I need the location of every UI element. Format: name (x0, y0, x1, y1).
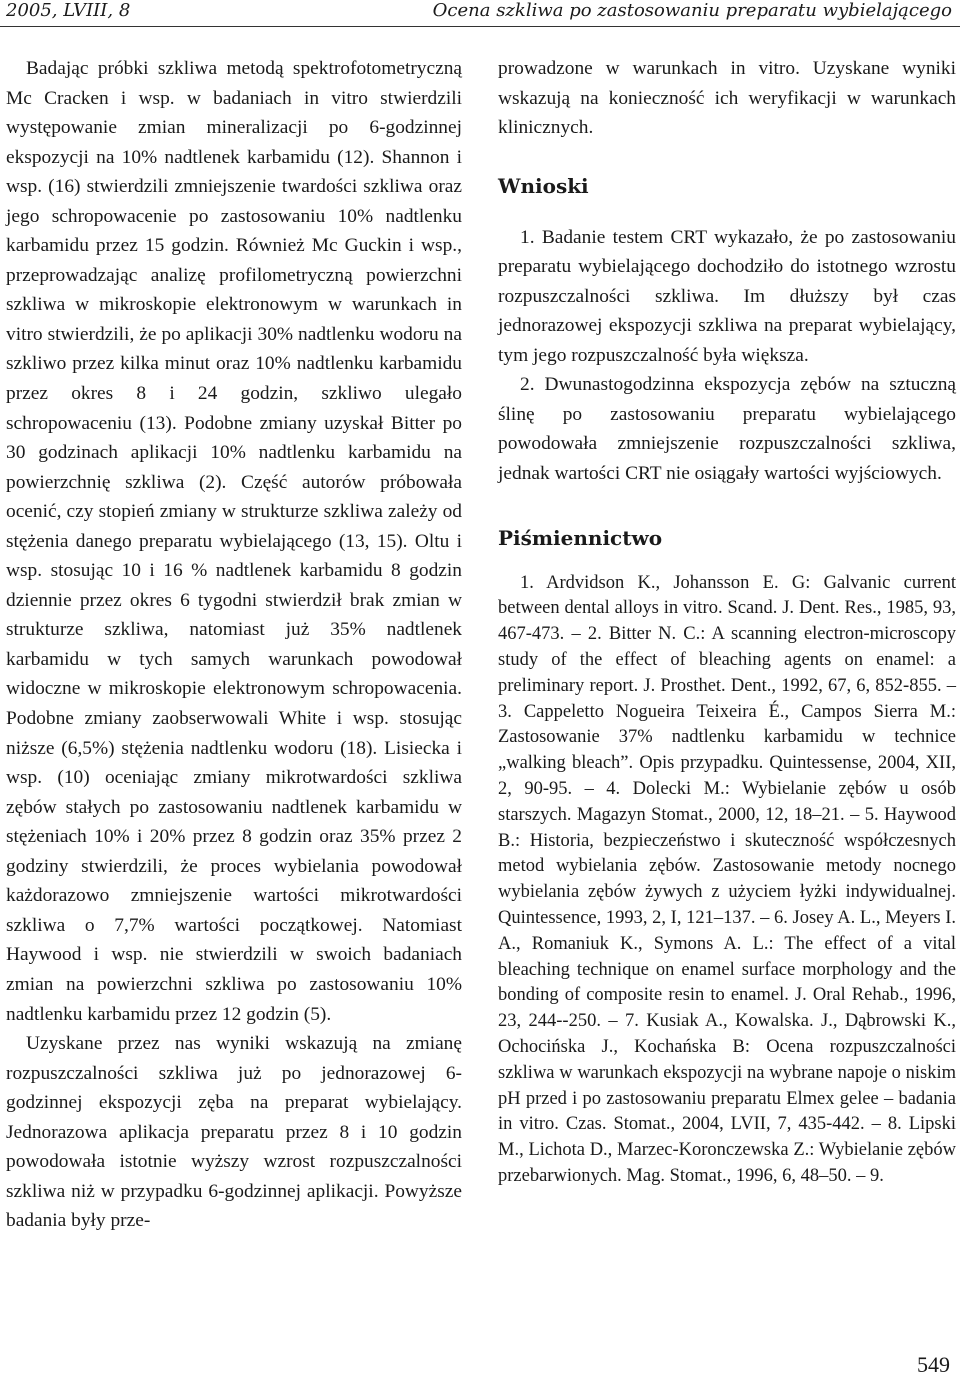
references-list (498, 571, 956, 1190)
references-heading: Piśmiennictwo (498, 525, 663, 550)
references-text: 1. Ardvidson K., Johansson E. G: Galvanic current between dental alloys in vitro. Scand. J. Dent. Res., 1985, 93, 467-473. – 2. Bitter N. C.: A scanning electron-microscopy study of the effect of bleaching agents on enamel: a preliminary report. J. Prosthet. Dent., 1992, 67, 6, 852-855. – 3. Cappeletto Nogueira Teixeira É., Campos Sierra M.: Zastosowanie 37% nadtlenku karbamidu w technice „walking bleach”. Opis przypadku. Quintessense, 2004, XII, 2, 90-95. – 4. Dolecki M.: Wybielanie zębów u osób starszych. Magazyn Stomat., 2000, 12, 18–21. – 5. Haywood B.: Historia, bezpieczeństwo i skuteczność współczesnych metod wybielania zębów. Zastosowanie metody nocnego wybielania zębów żywych z użyciem łyżki indywidualnej. Quintessence, 1993, 2, I, 121–137. – 6. Josey A. L., Meyers I. A., Romaniuk K., Symons A. L.: The effect of a vital bleaching technique on enamel surface morphology and the bonding of composite resin to enamel. J. Oral Rehab., 1996, 23, 244--250. – 7. Kusiak A., Kowalska. J., Dąbrowski K., Ochocińska J., Kochańska B: Ocena rozpuszczalności szkliwa w warunkach ekspozycji na wybrane napoje o niskim pH przed i po zastosowaniu preparatu Elmex gelee – badania in vitro. Czas. Stomat., 2004, LVII, 7, 435-442. – 8. Lipski M., Lichota D., Marzec-Koronczewska Z.: Wybielanie zębów przebarwionych. Mag. Stomat., 1996, 6, 48–50. – 9. (498, 572, 956, 1186)
discussion-paragraph: Badając próbki szkliwa metodą spektrofotometryczną Mc Cracken i wsp. w badaniach in vitro stwierdzili występowanie zmian mineralizacji po 6-godzinnej ekspozycji na 10% nadtlenek karbamidu (12). Shannon i wsp. (16) stwierdzili zmniejszenie twardości szkliwa oraz jego schropowacenie po zastosowaniu 10% nadtlenku karbamidu przez 15 godzin. Również Mc Guckin i wsp., przeprowadzając analizę profilometryczną powierzchni szkliwa w mikroskopie elektronowym w warunkach in vitro stwierdzili, że po aplikacji 30% nadtlenku wodoru na szkliwo przez kilka minut oraz 10% nadtlenku karbamidu przez okres 8 i 24 godzin, szkliwo ulegało schropowaceniu (13). Podobne zmiany uzyskał Bitter po 30 godzinach aplikacji 10% nadtlenku karbamidu na powierzchnię szkliwa (2). Część autorów próbowała ocenić, czy stopień zmiany w strukturze szkliwa zależy od stężenia danego preparatu wybielającego (13, 15). Oltu i wsp. stosując 10 i 16 % nadtlenek karbamidu 8 godzin dziennie przez okres 6 tygodni stwierdził brak zmian w strukturze szkliwa, natomiast już 35% nadtlenek karbamidu w tych samych warunkach powodował widoczne w mikroskopie elektronowym schropowacenia. Podobne zmiany zaobserwowali White i wsp. stosując niższe (6,5%) stężenia nadtlenku wodoru (18). Lisiecka i wsp. (10) oceniając zmiany mikrotwardości szkliwa zębów stałych po zastosowaniu nadtlenek karbamidu w stężeniach 10% i 20% przez 8 godzin oraz 35% przez 2 godziny stwierdzili, że proces wybielania powodował każdorazowo zmniejszenie wartości mikrotwardości szkliwa o 7,7% wartości początkowej. Natomiast Haywood i wsp. nie stwierdzili w swoich badaniach zmian na powierzchni szkliwa po zastosowaniu 10% nadtlenku karbamidu przez 12 godzin (5). (6, 58, 462, 1025)
page-number: 549 (917, 1352, 950, 1377)
header-rule (0, 26, 960, 27)
right-column (498, 54, 956, 1190)
continued-paragraph: prowadzone w warunkach in vitro. Uzyskane wyniki wskazują na konieczność ich weryfikacji w warunkach klinicznych. (498, 58, 956, 139)
article-running-title: Ocena szkliwa po zastosowaniu preparatu wybielającego (432, 0, 952, 21)
left-column (6, 54, 462, 1236)
results-paragraph: Uzyskane przez nas wyniki wskazują na zmianę rozpuszczalności szkliwa już po jednorazowej 6-godzinnej ekspozycji zęba na preparat wybielający. Jednorazowa aplikacja preparatu przez 8 i 10 godzin powodowała istotnie wyższy wzrost rozpuszczalności szkliwa niż w przypadku 6-godzinnej aplikacji. Powyższe badania były prze- (6, 1033, 462, 1232)
conclusion-item: 2. Dwunastogodzinna ekspozycja zębów na sztuczną ślinę po zastosowaniu preparatu wybielającego powodowała zmniejszenie rozpuszczalności szkliwa, jednak wartości CRT nie osiągały wartości wyjściowych. (498, 374, 956, 485)
conclusion-item: 1. Badanie testem CRT wykazało, że po zastosowaniu preparatu wybielającego dochodziło do istotnego wzrostu rozpuszczalności szkliwa. Im dłuższy był czas jednorazowej ekspozycji szkliwa na preparat wybielający, tym jego rozpuszczalność była większa. (498, 226, 956, 366)
journal-issue: 2005, LVIII, 8 (6, 0, 131, 21)
conclusions-list (498, 223, 956, 489)
running-header (0, 0, 960, 30)
conclusions-heading: Wnioski (498, 173, 589, 198)
